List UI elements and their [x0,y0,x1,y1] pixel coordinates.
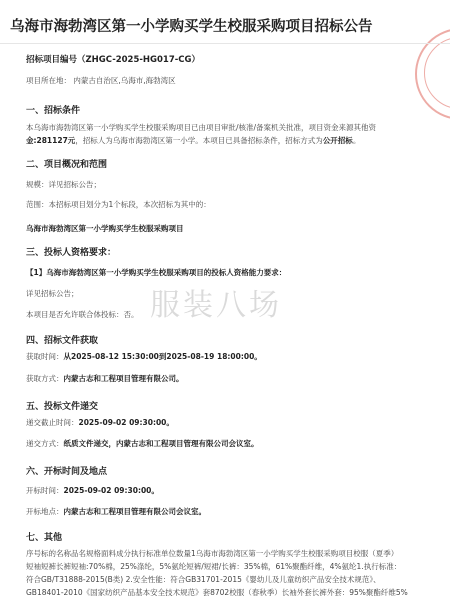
project-location: 项目所在地： 内蒙古自治区,乌海市,海勃湾区 [26,76,176,85]
submit-method-value: 纸质文件递交，内蒙古志和工程项目管理有限公司会议室。 [63,439,259,448]
opening-place [26,507,206,517]
other-line-2: 短袖短裤长裤短袖:70%棉，25%涤纶，5%氨纶短裤/短裙/长裤：35%棉，61%聚酯纤维，4%氨纶1.执行标准： [26,562,402,571]
scale-text: 规模：详见招标公告； [26,180,101,189]
watermark: 服装八场 [150,288,282,323]
project-number: 招标项目编号（ZHGC-2025-HG017-CG） [26,55,200,65]
obtain-time [26,352,262,362]
section-heading-submission: 五、投标文件递交 [26,402,99,412]
other-line-4: GB18401-2010《国家纺织产品基本安全技术规范》套8702校服（春秋季）长袖外套长裤外套：95%聚酯纤维5% [26,588,408,597]
section-heading-opening: 六、开标时间及地点 [26,467,108,477]
submit-deadline-label: 递交截止时间： [26,418,79,427]
conditions-line-1: 本乌海市海勃湾区第一小学购买学生校服采购项目已由项目审批/核准/备案机关批准，项目资金来源其他资 [26,123,377,132]
submit-method [26,439,259,449]
budget-amount: 金:281127元 [26,136,76,145]
obtain-method [26,374,184,384]
obtain-time-label: 获取时间： [26,352,64,361]
obtain-method-label: 获取方式： [26,374,64,383]
obtain-time-value: 从2025-08-12 15:30:00到2025-08-19 18:00:00。 [63,352,262,361]
official-seal [415,28,450,120]
submit-deadline-value: 2025-09-02 09:30:00。 [78,418,174,427]
conditions-text: ，招标人为乌海市海勃湾区第一小学。本项目已具备招标条件，招标方式为 [75,136,323,145]
qualification-requirement: 【1】乌海市海勃湾区第一小学购买学生校服采购项目的投标人资格能力要求： [26,268,287,277]
section-heading-other: 七、其他 [26,533,63,543]
submit-deadline [26,418,174,428]
opening-time-value: 2025-09-02 09:30:00。 [63,486,159,495]
opening-place-label: 开标地点： [26,507,64,516]
page-title: 乌海市海勃湾区第一小学购买学生校服采购项目招标公告 [10,19,373,35]
conditions-line-2 [26,134,436,147]
opening-time [26,486,159,496]
section-heading-docs: 四、招标文件获取 [26,336,99,346]
section-heading-qualification: 三、投标人资格要求： [26,248,117,258]
title-divider [0,43,450,44]
qualification-detail: 详见招标公告； [26,289,79,298]
section-heading-conditions: 一、招标条件 [26,106,81,116]
other-paragraph [26,547,436,599]
scope-text: 范围：本招标项目划分为1个标段，本次招标为其中的： [26,200,211,209]
other-line-1: 序号标的名称品名规格面料成分执行标准单位数量1乌海市海勃湾区第一小学购买学生校服采购项目校服（夏季） [26,549,399,558]
lot-name: 乌海市海勃湾区第一小学购买学生校服采购项目 [26,224,184,233]
other-line-3: 符合GB/T31888-2015(B类) 2.安全性能：符合GB31701-2015《婴幼儿及儿童纺织产品安全技术规范》、 [26,575,381,584]
obtain-method-value: 内蒙古志和工程项目管理有限公司。 [63,374,184,383]
consortium-text: 本项目是否允许联合体投标：否。 [26,310,139,319]
opening-time-label: 开标时间： [26,486,64,495]
section-heading-overview: 二、项目概况和范围 [26,160,108,170]
tender-method: 公开招标 [322,136,353,145]
submit-method-label: 递交方式： [26,439,64,448]
conditions-paragraph [26,121,436,147]
opening-place-value: 内蒙古志和工程项目管理有限公司会议室。 [63,507,206,516]
conditions-end: 。 [352,136,361,145]
